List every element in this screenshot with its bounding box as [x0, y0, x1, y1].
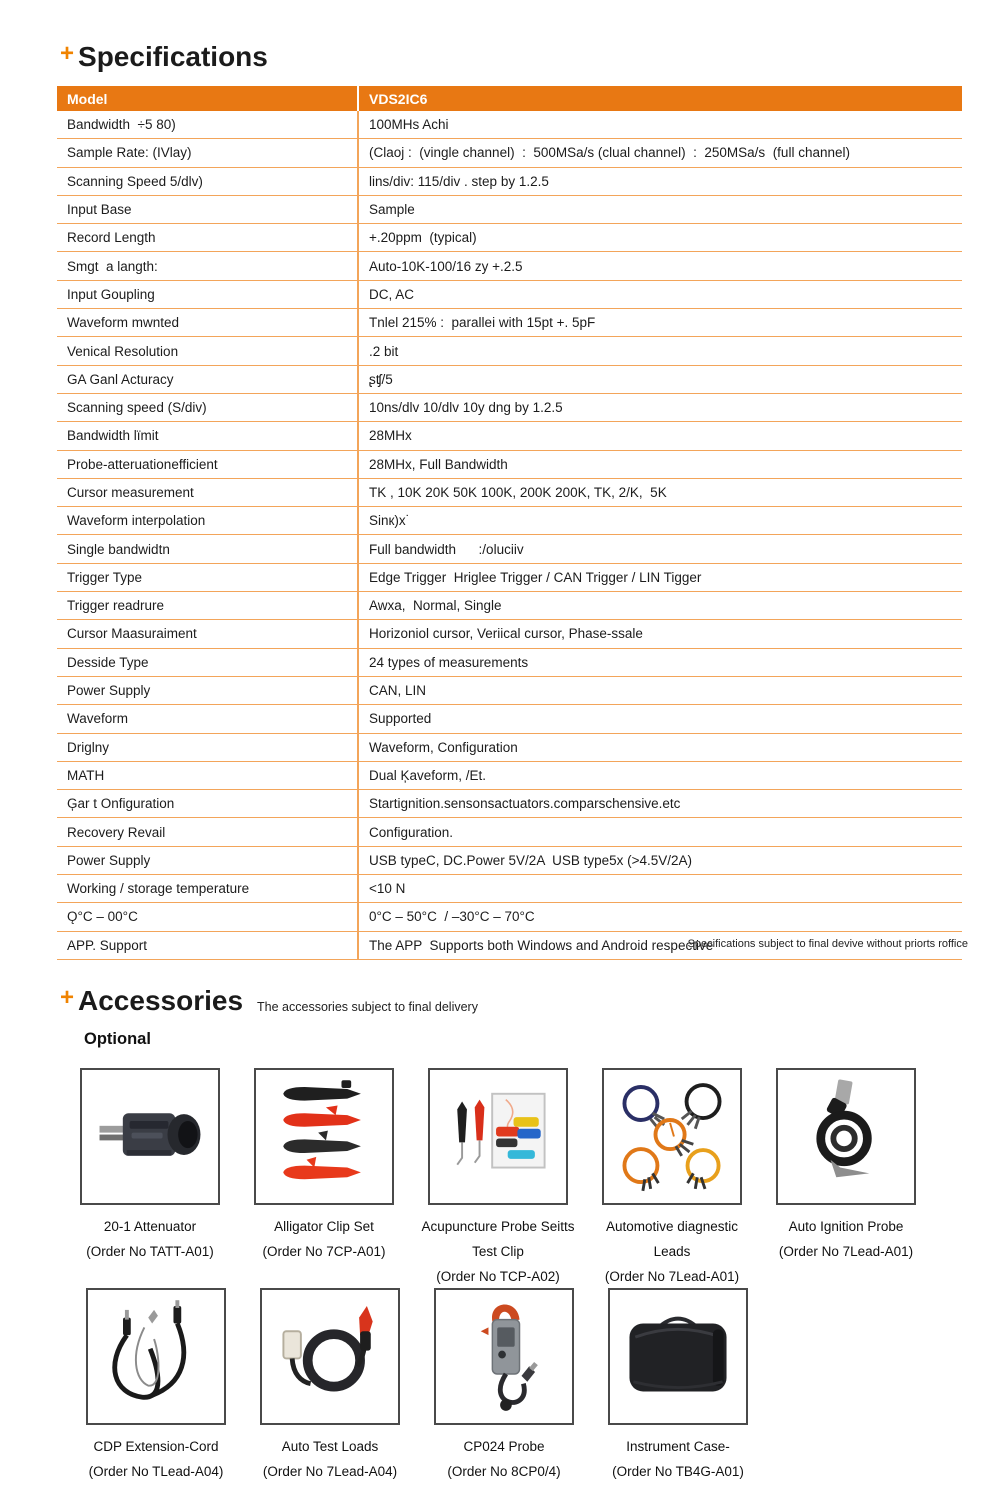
accessory-item — [69, 1288, 243, 1484]
spec-label: Probe-atteruationefficient — [67, 456, 218, 472]
spec-value: (Claoj : (vingle channel) : 500MSa/s (clual channel) : 250MSa/s (full channel) — [357, 139, 962, 166]
table-row — [57, 535, 962, 563]
spec-label: Waveform interpolation — [67, 513, 206, 529]
table-row — [57, 677, 962, 705]
accessory-image-box — [254, 1068, 394, 1205]
accessory-item — [237, 1068, 411, 1289]
accessory-image-box — [260, 1288, 400, 1425]
accessory-item — [591, 1288, 765, 1484]
spec-label: Record Length — [67, 230, 156, 246]
spec-value: Supported — [357, 705, 962, 732]
spec-label: Venical Resolution — [67, 343, 179, 359]
table-row — [57, 847, 962, 875]
accessory-image-box — [86, 1288, 226, 1425]
table-row — [57, 196, 962, 224]
spec-label: Bandwidth lïmit — [67, 428, 159, 444]
spec-value: 28MHx — [357, 422, 962, 449]
spec-value: 0°C – 50°C / –30°C – 70°C — [357, 903, 962, 930]
accessory-caption — [447, 1434, 560, 1484]
spec-label: Cursor measurement — [67, 485, 194, 500]
spec-label: Trigger Type — [67, 569, 143, 585]
spec-value: Full bandwidth :/oluciiv — [357, 535, 962, 562]
accessory-caption-line: Auto Ignition Probe — [788, 1219, 904, 1234]
accessory-caption-line: Test Clip — [472, 1244, 524, 1259]
table-row — [57, 564, 962, 592]
spec-value: 100MHs Achi — [357, 111, 962, 138]
accessory-caption — [89, 1434, 224, 1484]
accessory-caption-line: 20-1 Attenuator — [103, 1219, 197, 1234]
accessory-caption-line: CP024 Probe — [463, 1439, 545, 1454]
accessory-caption-line: CDP Extension-Cord — [93, 1439, 219, 1454]
specifications-heading — [60, 42, 268, 72]
plus-icon: + — [60, 984, 75, 1011]
table-row — [57, 592, 962, 620]
accessory-caption-line: (Order No 7CP-A01) — [262, 1244, 386, 1259]
accessory-caption-line: (Order No TLead-A04) — [88, 1464, 224, 1479]
accessory-caption-line: Automotive diagnestic — [605, 1219, 739, 1234]
spec-value: The APP Supports both Windows and Android respective — [357, 932, 962, 959]
table-row — [57, 790, 962, 818]
spec-value: Waveform, Configuration — [357, 734, 962, 761]
spec-value: lins/div: 115/div . step by 1.2.5 — [357, 168, 962, 195]
test-leads-icon — [264, 1292, 396, 1421]
table-row — [57, 479, 962, 507]
accessory-caption-line: (Order No 7Lead-A01) — [604, 1269, 740, 1284]
spec-label: Driglny — [67, 739, 110, 755]
accessory-caption-line: Acupuncture Probe Seitts — [421, 1219, 575, 1234]
accessories-row-2 — [69, 1288, 765, 1484]
accessories-subtitle: The accessories subject to final delivery — [257, 1000, 478, 1014]
specifications-title: Specifications — [78, 41, 268, 72]
accessory-image-box — [428, 1068, 568, 1205]
table-row — [57, 762, 962, 790]
spec-label: Waveform — [67, 711, 129, 727]
accessory-caption — [605, 1214, 739, 1289]
table-row — [57, 309, 962, 337]
table-row — [57, 168, 962, 196]
accessory-caption-line: Leads — [653, 1244, 691, 1259]
accessory-caption — [779, 1214, 913, 1264]
table-row — [57, 366, 962, 394]
clamp-probe-icon — [438, 1292, 570, 1421]
accessory-caption — [262, 1214, 385, 1264]
accessories-row-1 — [63, 1068, 933, 1289]
accessory-caption — [86, 1214, 214, 1264]
spec-value: TK , 10K 20K 50K 100K, 200K 200K, TK, 2/K, 5K — [357, 479, 962, 506]
spec-footnote: Specifications subject to final devive without priorts roffice — [687, 938, 968, 950]
spec-value: Auto-10K-100/16 zy +.2.5 — [357, 252, 962, 279]
spec-value: DC, AC — [357, 281, 962, 308]
accessories-title: Accessories — [78, 985, 244, 1016]
spec-value: Startignition.sensonsactuators.comparschensive.etc — [357, 790, 962, 817]
instrument-case-icon — [612, 1292, 744, 1421]
spec-label: Input Goupling — [67, 286, 155, 302]
table-row — [57, 224, 962, 252]
spec-table — [57, 86, 962, 960]
spec-label: Waveform mwnted — [67, 315, 180, 331]
table-row — [57, 507, 962, 535]
spec-value: 28MHx, Full Bandwidth — [357, 451, 962, 478]
spec-value: ʂʧ/5 — [357, 366, 962, 393]
accessory-caption-line: (Order No 8CP0/4) — [447, 1464, 561, 1479]
spec-label: Input Base — [67, 202, 132, 218]
spec-label: GA Ganl Acturacy — [67, 371, 174, 387]
accessory-caption-line: Auto Test Loads — [281, 1439, 379, 1454]
spec-value: +.20ppm (typical) — [357, 224, 962, 251]
table-row — [57, 337, 962, 365]
spec-table-header-row — [57, 86, 962, 111]
alligator-clip-set-icon — [258, 1072, 390, 1201]
accessory-caption-line: (Order No TCP-A02) — [436, 1269, 560, 1284]
accessory-item — [63, 1068, 237, 1289]
spec-label: Trigger readrure — [67, 598, 165, 614]
accessory-image-box — [776, 1068, 916, 1205]
spec-label: Scanning Speed 5/dlv) — [67, 173, 203, 189]
table-row — [57, 451, 962, 479]
spec-value: Edge Trigger Hriglee Trigger / CAN Trigger / LIN Tigger — [357, 564, 962, 591]
spec-label: Cursor Maasuraiment — [67, 626, 197, 642]
spec-value: Awxa, Normal, Single — [357, 592, 962, 619]
table-row — [57, 705, 962, 733]
probe-kit-icon — [432, 1072, 564, 1201]
table-row — [57, 394, 962, 422]
table-row — [57, 875, 962, 903]
spec-label: Ģar t Onfiguration — [67, 796, 175, 812]
spec-value: USB typeC, DC.Power 5V/2A USB type5x (>4.5V/2A) — [357, 847, 962, 874]
spec-label: Desside Type — [67, 654, 149, 670]
table-row — [57, 649, 962, 677]
table-row — [57, 818, 962, 846]
accessory-caption — [612, 1434, 744, 1484]
spec-label: Single bandwidtn — [67, 541, 170, 557]
ignition-probe-icon — [780, 1072, 912, 1201]
accessory-caption-line: (Order No TB4G-A01) — [612, 1464, 744, 1479]
accessory-item — [759, 1068, 933, 1289]
spec-value: Tnlel 215% : parallei with 15pt +. 5pF — [357, 309, 962, 336]
table-row — [57, 620, 962, 648]
accessories-heading — [60, 986, 478, 1016]
accessory-caption — [263, 1434, 397, 1484]
accessory-image-box — [602, 1068, 742, 1205]
model-header-label: Model — [67, 90, 108, 107]
spec-value: Sinк)x˙ — [357, 507, 962, 534]
optional-label: Optional — [84, 1030, 151, 1048]
table-row — [57, 111, 962, 139]
spec-label: Recovery Revail — [67, 824, 166, 840]
spec-label: APP. Support — [67, 937, 148, 953]
extension-cord-icon — [90, 1292, 222, 1421]
accessory-caption-line: (Order No TATT-A01) — [86, 1244, 214, 1259]
accessory-image-box — [608, 1288, 748, 1425]
spec-label: Bandwidth ÷5 80) — [67, 117, 176, 133]
table-row — [57, 252, 962, 280]
table-row — [57, 903, 962, 931]
accessory-caption-line: Alligator Clip Set — [274, 1219, 374, 1234]
spec-value: 24 types of measurements — [357, 649, 962, 676]
spec-label: Power Supply — [67, 683, 151, 699]
accessory-item — [411, 1068, 585, 1289]
accessory-caption — [421, 1214, 574, 1289]
accessory-item — [417, 1288, 591, 1484]
accessory-image-box — [80, 1068, 220, 1205]
spec-label: Working / storage temperature — [67, 881, 250, 897]
diagnostic-leads-icon — [606, 1072, 738, 1201]
table-row — [57, 139, 962, 167]
accessory-item — [243, 1288, 417, 1484]
spec-value: Dual Ķaveform, /Et. — [357, 762, 962, 789]
model-header-value: VDS2IC6 — [357, 86, 962, 111]
spec-table-body — [57, 111, 962, 960]
spec-label: Power Supply — [67, 852, 151, 868]
plus-icon: + — [60, 40, 75, 67]
accessory-image-box — [434, 1288, 574, 1425]
spec-label: MATH — [67, 767, 105, 783]
spec-value: Horizoniol cursor, Veriical cursor, Phase-ssale — [357, 620, 962, 647]
spec-value: 10ns/dlv 10/dlv 10y dng by 1.2.5 — [357, 394, 962, 421]
spec-label: Sample Rate: (IVlay) — [67, 145, 192, 161]
spec-label: Smgt a langth: — [67, 258, 158, 274]
spec-value: CAN, LIN — [357, 677, 962, 704]
spec-value: Configuration. — [357, 818, 962, 845]
table-row — [57, 734, 962, 762]
accessory-caption-line: (Order No 7Lead-A04) — [262, 1464, 398, 1479]
spec-label: Ǫ°C – 00°C — [67, 909, 138, 925]
spec-label: Scanning speed (S/div) — [67, 400, 207, 416]
spec-value: .2 bit — [357, 337, 962, 364]
accessory-item — [585, 1068, 759, 1289]
table-row — [57, 281, 962, 309]
table-row — [57, 422, 962, 450]
spec-value: Sample — [357, 196, 962, 223]
accessory-caption-line: Instrument Case- — [626, 1439, 730, 1454]
attenuator-icon — [84, 1072, 216, 1201]
spec-value: <10 N — [357, 875, 962, 902]
accessory-caption-line: (Order No 7Lead-A01) — [778, 1244, 914, 1259]
